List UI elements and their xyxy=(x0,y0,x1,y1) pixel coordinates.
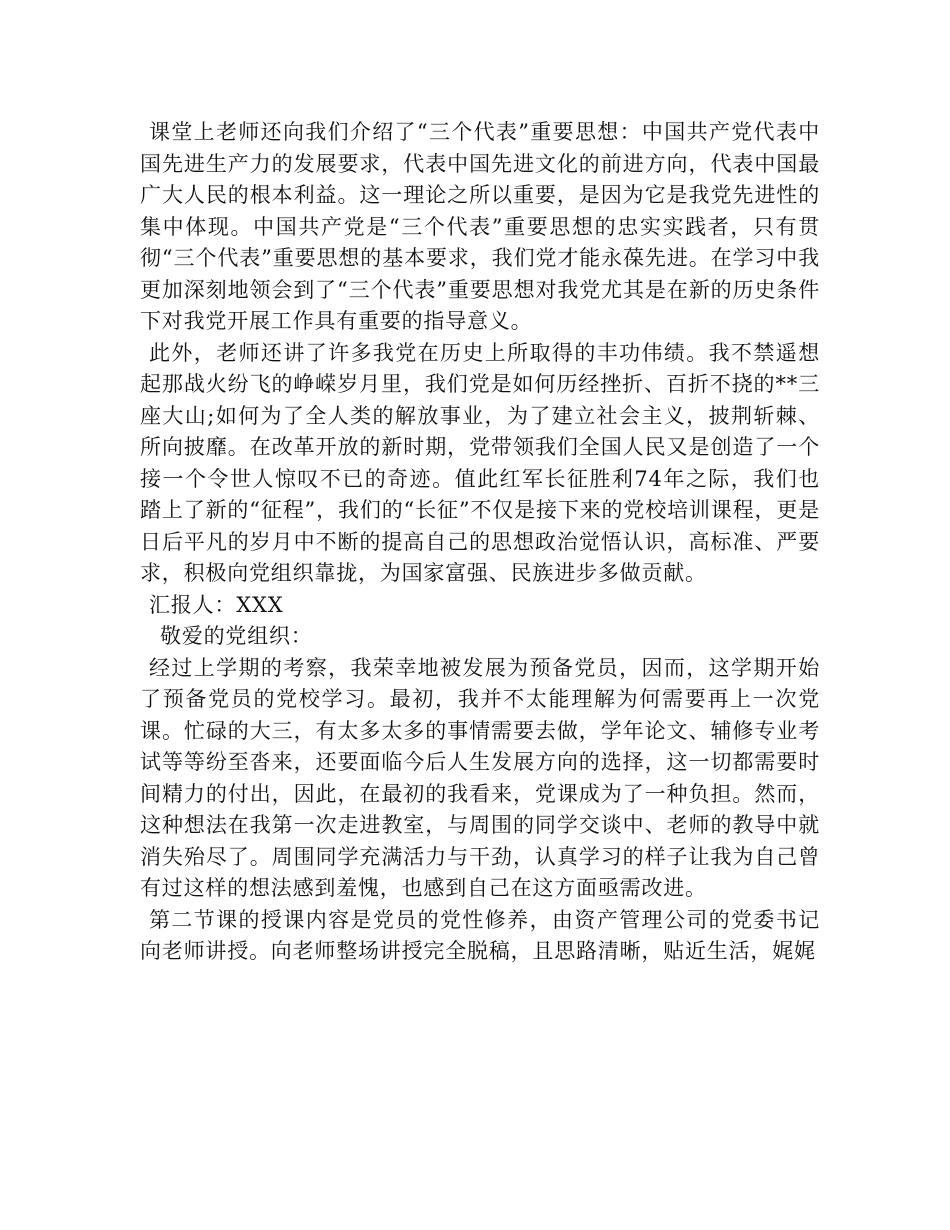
paragraph-party-history: 此外，老师还讲了许多我党在历史上所取得的丰功伟绩。我不禁遥想起那战火纷飞的峥嵘岁月里，我们党是如何历经挫折、百折不挠的**三座大山;如何为了全人类的解放事业，为了建立社会主义，披荆斩棘、所向披靡。在改革开放的新时期，党带领我们全国人民又是创造了一个接一个令世人惊叹不已的奇迹。值此红军长征胜利74年之际，我们也踏上了新的“征程”，我们的“长征”不仅是接下来的党校培训课程，更是日后平凡的岁月中不断的提高自己的思想政治觉悟认识，高标准、严要求，积极向党组织靠拢，为国家富强、民族进步多做贡献。 xyxy=(140,340,820,585)
document-body xyxy=(140,117,820,968)
salutation-line: 敬爱的党组织： xyxy=(160,624,313,648)
paragraph-three-represents: 课堂上老师还向我们介绍了“三个代表”重要思想：中国共产党代表中国先进生产力的发展要求，代表中国先进文化的前进方向，代表中国最广大人民的根本利益。这一理论之所以重要，是因为它是我党先进性的集中体现。中国共产党是“三个代表”重要思想的忠实实践者，只有贯彻“三个代表”重要思想的基本要求，我们党才能永葆先进。在学习中我更加深刻地领会到了“三个代表”重要思想对我党尤其是在新的历史条件下对我党开展工作具有重要的指导意义。 xyxy=(140,120,820,333)
paragraph-probationary-study: 经过上学期的考察，我荣幸地被发展为预备党员，因而，这学期开始了预备党员的党校学习。最初，我并不太能理解为何需要再上一次党课。忙碌的大三，有太多太多的事情需要去做，学年论文、辅修专业考试等等纷至沓来，还要面临今后人生发展方向的选择，这一切都需要时间精力的付出，因此，在最初的我看来，党课成为了一种负担。然而，这种想法在我第一次走进教室，与周围的同学交谈中、老师的教导中就消失殆尽了。周围同学充满活力与干劲，认真学习的样子让我为自己曾有过这样的想法感到羞愧，也感到自己在这方面亟需改进。 xyxy=(140,655,820,900)
reporter-line: 汇报人：XXX xyxy=(149,592,284,617)
paragraph-second-lesson: 第二节课的授课内容是党员的党性修养，由资产管理公司的党委书记向老师讲授。向老师整场讲授完全脱稿，且思路清晰，贴近生活，娓娓 xyxy=(140,907,820,963)
